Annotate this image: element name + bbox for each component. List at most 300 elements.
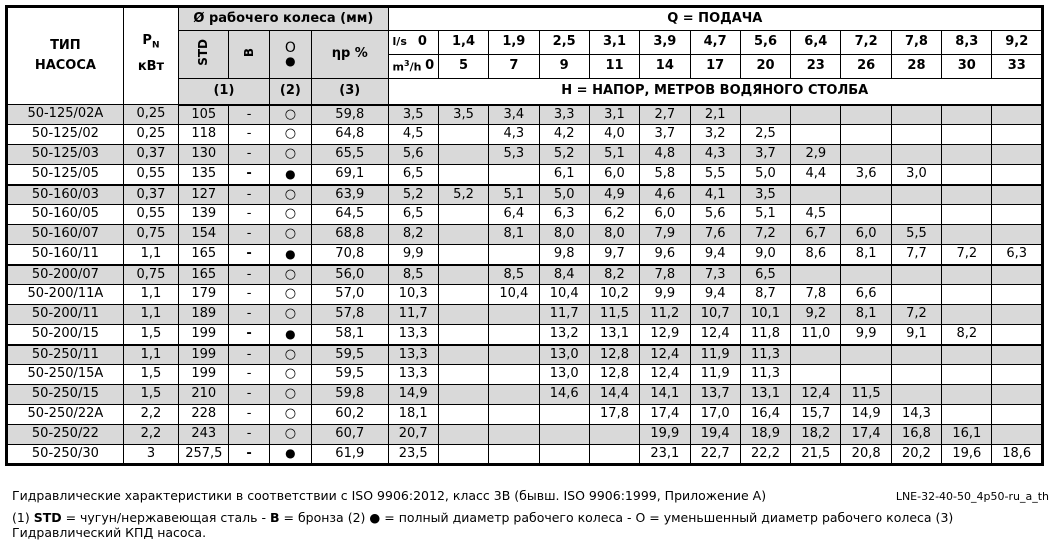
head-value-cell: 19,4: [690, 425, 740, 445]
head-value-cell: [942, 265, 992, 285]
pump-model-cell: 50-250/30: [7, 445, 124, 465]
std-diameter-cell: 139: [179, 205, 229, 225]
datasheet: [5, 5, 1049, 540]
head-value-cell: 3,7: [740, 145, 790, 165]
flow-m3h-value: 28: [891, 55, 941, 79]
head-value-cell: [942, 305, 992, 325]
head-value-cell: 10,3: [388, 285, 438, 305]
flow-ls-value: 9,2: [992, 31, 1043, 55]
legend-segment: = чугун/нержавеющая сталь -: [61, 510, 270, 525]
head-value-cell: [791, 365, 841, 385]
head-value-cell: [791, 265, 841, 285]
head-value-cell: 4,6: [640, 185, 690, 205]
ls-unit-label: l/s: [392, 35, 407, 49]
head-value-cell: 5,5: [690, 165, 740, 185]
head-value-cell: 14,9: [841, 405, 891, 425]
head-value-cell: 4,8: [640, 145, 690, 165]
std-diameter-cell: 127: [179, 185, 229, 205]
efficiency-cell: 64,5: [312, 205, 389, 225]
head-value-cell: 7,8: [791, 285, 841, 305]
head-value-cell: 9,9: [640, 285, 690, 305]
head-value-cell: 5,0: [539, 185, 589, 205]
flow-m3h-value: 33: [992, 55, 1043, 79]
head-value-cell: 10,2: [589, 285, 639, 305]
head-value-cell: [791, 105, 841, 125]
std-diameter-cell: 243: [179, 425, 229, 445]
table-row: [7, 165, 1043, 185]
head-value-cell: [992, 205, 1043, 225]
footer: [12, 488, 1049, 540]
head-value-cell: 23,1: [640, 445, 690, 465]
efficiency-cell: 68,8: [312, 225, 389, 245]
pump-type-header-line1: ТИП: [50, 37, 81, 53]
legend-segment: В: [270, 510, 280, 525]
head-value-cell: [942, 225, 992, 245]
head-value-cell: 9,9: [841, 325, 891, 345]
head-value-cell: 14,9: [388, 385, 438, 405]
head-value-cell: 13,2: [539, 325, 589, 345]
full-diameter-icon: ●: [269, 445, 311, 465]
pump-model-cell: 50-250/11: [7, 345, 124, 365]
head-value-cell: [489, 425, 539, 445]
head-value-cell: [489, 165, 539, 185]
head-value-cell: [841, 265, 891, 285]
legend-note: [12, 510, 1049, 540]
head-value-cell: 9,8: [539, 245, 589, 265]
head-value-cell: 10,4: [539, 285, 589, 305]
head-value-cell: 3,3: [539, 105, 589, 125]
flow-ls-value: 1,9: [489, 31, 539, 55]
flow-m3h-value: [388, 55, 438, 79]
table-row: [7, 105, 1043, 125]
head-value-cell: [841, 125, 891, 145]
head-value-cell: [438, 205, 488, 225]
head-value-cell: 8,1: [841, 305, 891, 325]
head-value-cell: 12,4: [640, 365, 690, 385]
head-value-cell: 20,8: [841, 445, 891, 465]
head-value-cell: 13,3: [388, 365, 438, 385]
std-diameter-cell: 199: [179, 345, 229, 365]
efficiency-cell: 63,9: [312, 185, 389, 205]
pump-type-header: [7, 7, 124, 105]
full-diameter-icon: ●: [285, 54, 296, 68]
flow-ls-value: 3,9: [640, 31, 690, 55]
flow-m3h-value: 23: [791, 55, 841, 79]
flow-ls-value: 0: [417, 34, 427, 50]
head-value-cell: [992, 125, 1043, 145]
flow-ls-unit-cell: [389, 35, 438, 49]
head-value-cell: 6,2: [589, 205, 639, 225]
rated-power-cell: 0,37: [123, 145, 178, 165]
flow-m3h-value: 9: [539, 55, 589, 79]
flow-ls-value: 4,7: [690, 31, 740, 55]
head-value-cell: 5,2: [438, 185, 488, 205]
rated-power-cell: 1,5: [123, 385, 178, 405]
head-value-cell: 23,5: [388, 445, 438, 465]
flow-m3h-unit-cell: [389, 59, 438, 73]
head-value-cell: 6,3: [992, 245, 1043, 265]
head-value-cell: [992, 105, 1043, 125]
flow-m3h-value: 0: [425, 58, 435, 74]
reduced-diameter-icon: ○: [269, 205, 311, 225]
pump-model-cell: 50-160/05: [7, 205, 124, 225]
rated-power-cell: 0,55: [123, 165, 178, 185]
rated-power-cell: 1,1: [123, 305, 178, 325]
head-value-cell: 5,1: [589, 145, 639, 165]
head-value-cell: 12,4: [791, 385, 841, 405]
rated-power-header: [123, 7, 178, 105]
head-value-cell: [841, 345, 891, 365]
bronze-cell: -: [229, 105, 269, 125]
efficiency-cell: 57,0: [312, 285, 389, 305]
rated-power-cell: 2,2: [123, 425, 178, 445]
head-value-cell: 8,7: [740, 285, 790, 305]
head-value-cell: [539, 405, 589, 425]
rated-power-cell: 0,25: [123, 105, 178, 125]
head-value-cell: 13,3: [388, 345, 438, 365]
head-value-cell: [942, 165, 992, 185]
head-value-cell: [438, 325, 488, 345]
efficiency-cell: 59,8: [312, 105, 389, 125]
head-value-cell: 7,3: [690, 265, 740, 285]
head-value-cell: 11,2: [640, 305, 690, 325]
std-diameter-cell: 257,5: [179, 445, 229, 465]
rated-power-cell: 3: [123, 445, 178, 465]
head-value-cell: [438, 145, 488, 165]
pump-model-cell: 50-200/11: [7, 305, 124, 325]
reduced-diameter-icon: ○: [269, 365, 311, 385]
head-value-cell: [489, 405, 539, 425]
reduced-diameter-icon: ○: [269, 345, 311, 365]
flow-m3h-value: 17: [690, 55, 740, 79]
head-value-cell: 18,6: [992, 445, 1043, 465]
head-value-cell: 7,8: [640, 265, 690, 285]
std-diameter-cell: 105: [179, 105, 229, 125]
head-value-cell: 12,4: [690, 325, 740, 345]
head-value-cell: 9,0: [740, 245, 790, 265]
reduced-diameter-icon: ○: [269, 405, 311, 425]
flow-ls-value: 7,2: [841, 31, 891, 55]
pump-model-cell: 50-125/02A: [7, 105, 124, 125]
std-diameter-cell: 154: [179, 225, 229, 245]
table-row: [7, 305, 1043, 325]
head-value-cell: 8,2: [942, 325, 992, 345]
bronze-cell: -: [229, 265, 269, 285]
std-diameter-cell: 165: [179, 265, 229, 285]
head-value-cell: 11,3: [740, 345, 790, 365]
flow-ls-value: 3,1: [589, 31, 639, 55]
head-value-cell: 14,6: [539, 385, 589, 405]
head-value-cell: [942, 345, 992, 365]
head-value-cell: [992, 145, 1043, 165]
efficiency-header: ηp %: [312, 31, 389, 79]
head-value-cell: 5,1: [489, 185, 539, 205]
flow-m3h-value: 20: [740, 55, 790, 79]
table-row: [7, 185, 1043, 205]
head-value-cell: 9,1: [891, 325, 941, 345]
head-value-cell: 12,9: [640, 325, 690, 345]
head-title: Н = НАПОР, МЕТРОВ ВОДЯНОГО СТОЛБА: [388, 79, 1042, 105]
footnote-ref-3: (3): [312, 79, 389, 105]
bronze-cell: -: [229, 425, 269, 445]
bronze-cell: -: [229, 205, 269, 225]
reduced-diameter-icon: ○: [269, 185, 311, 205]
head-value-cell: [891, 145, 941, 165]
head-value-cell: [438, 365, 488, 385]
table-row: [7, 125, 1043, 145]
head-value-cell: [891, 265, 941, 285]
head-value-cell: 7,6: [690, 225, 740, 245]
head-value-cell: [539, 425, 589, 445]
flow-m3h-value: 5: [438, 55, 488, 79]
head-value-cell: 7,9: [640, 225, 690, 245]
head-value-cell: [489, 305, 539, 325]
head-value-cell: [791, 185, 841, 205]
head-value-cell: [891, 385, 941, 405]
table-header: [7, 7, 1043, 105]
head-value-cell: 9,7: [589, 245, 639, 265]
reduced-diameter-icon: О: [284, 40, 296, 56]
head-value-cell: 20,2: [891, 445, 941, 465]
head-value-cell: [891, 365, 941, 385]
head-value-cell: 5,2: [539, 145, 589, 165]
legend-segment: STD: [33, 510, 62, 525]
full-diameter-icon: ●: [269, 245, 311, 265]
pump-model-cell: 50-200/11A: [7, 285, 124, 305]
head-value-cell: [942, 205, 992, 225]
head-value-cell: 8,1: [489, 225, 539, 245]
table-row: [7, 145, 1043, 165]
head-value-cell: 20,7: [388, 425, 438, 445]
reduced-diameter-icon: ○: [269, 145, 311, 165]
std-diameter-cell: 228: [179, 405, 229, 425]
head-value-cell: [891, 285, 941, 305]
head-value-cell: 11,9: [690, 345, 740, 365]
head-value-cell: [992, 345, 1043, 365]
head-value-cell: 10,1: [740, 305, 790, 325]
head-value-cell: 15,7: [791, 405, 841, 425]
head-value-cell: [942, 185, 992, 205]
flow-m3h-value: 7: [489, 55, 539, 79]
head-value-cell: [942, 125, 992, 145]
pump-model-cell: 50-250/22A: [7, 405, 124, 425]
bronze-cell: -: [229, 165, 269, 185]
table-row: [7, 285, 1043, 305]
head-value-cell: [489, 325, 539, 345]
head-value-cell: 6,1: [539, 165, 589, 185]
head-value-cell: 3,2: [690, 125, 740, 145]
head-value-cell: 4,5: [388, 125, 438, 145]
footnote-ref-1: (1): [179, 79, 270, 105]
reduced-diameter-icon: ○: [269, 305, 311, 325]
head-value-cell: [841, 105, 891, 125]
head-value-cell: 19,6: [942, 445, 992, 465]
table-row: [7, 325, 1043, 345]
head-value-cell: 9,6: [640, 245, 690, 265]
rated-power-cell: 0,37: [123, 185, 178, 205]
head-value-cell: [992, 265, 1043, 285]
reduced-diameter-icon: ○: [269, 225, 311, 245]
head-value-cell: 3,5: [740, 185, 790, 205]
head-value-cell: [438, 425, 488, 445]
flow-title: Q = ПОДАЧА: [388, 7, 1042, 31]
head-value-cell: 16,8: [891, 425, 941, 445]
head-value-cell: 14,4: [589, 385, 639, 405]
head-value-cell: 6,0: [640, 205, 690, 225]
head-value-cell: 6,5: [388, 205, 438, 225]
head-value-cell: 13,7: [690, 385, 740, 405]
head-value-cell: [438, 345, 488, 365]
head-value-cell: 11,9: [690, 365, 740, 385]
std-diameter-cell: 165: [179, 245, 229, 265]
head-value-cell: 12,4: [640, 345, 690, 365]
head-value-cell: 5,0: [740, 165, 790, 185]
flow-m3h-value: 26: [841, 55, 891, 79]
pump-performance-table: [5, 5, 1044, 466]
bronze-cell: -: [229, 145, 269, 165]
document-code: LNE-32-40-50_4p50-ru_a_th: [895, 490, 1049, 503]
head-value-cell: 3,5: [438, 105, 488, 125]
head-value-cell: 12,8: [589, 365, 639, 385]
head-value-cell: [438, 405, 488, 425]
head-value-cell: 4,3: [690, 145, 740, 165]
head-value-cell: 11,0: [791, 325, 841, 345]
head-value-cell: 6,0: [589, 165, 639, 185]
head-value-cell: 16,1: [942, 425, 992, 445]
head-value-cell: [841, 145, 891, 165]
head-value-cell: 13,1: [589, 325, 639, 345]
efficiency-cell: 70,8: [312, 245, 389, 265]
head-value-cell: [992, 385, 1043, 405]
head-value-cell: 6,4: [489, 205, 539, 225]
head-value-cell: 5,1: [740, 205, 790, 225]
flow-m3h-value: 30: [942, 55, 992, 79]
head-value-cell: 8,4: [539, 265, 589, 285]
efficiency-cell: 56,0: [312, 265, 389, 285]
footnote-ref-2: (2): [269, 79, 311, 105]
head-value-cell: 5,6: [388, 145, 438, 165]
std-diameter-cell: 130: [179, 145, 229, 165]
rated-power-cell: 1,5: [123, 325, 178, 345]
full-diameter-icon: ●: [269, 165, 311, 185]
head-value-cell: 18,2: [791, 425, 841, 445]
rated-power-cell: 1,1: [123, 245, 178, 265]
head-value-cell: 17,4: [841, 425, 891, 445]
head-value-cell: 8,2: [388, 225, 438, 245]
head-value-cell: 21,5: [791, 445, 841, 465]
head-value-cell: [539, 445, 589, 465]
head-value-cell: [992, 365, 1043, 385]
head-value-cell: 11,5: [841, 385, 891, 405]
head-value-cell: 4,5: [791, 205, 841, 225]
table-body: [7, 105, 1043, 465]
head-value-cell: 10,4: [489, 285, 539, 305]
head-value-cell: [438, 245, 488, 265]
head-value-cell: 11,7: [388, 305, 438, 325]
efficiency-cell: 59,5: [312, 345, 389, 365]
head-value-cell: [891, 185, 941, 205]
head-value-cell: [942, 145, 992, 165]
head-value-cell: 5,6: [690, 205, 740, 225]
head-value-cell: [791, 125, 841, 145]
head-value-cell: 4,1: [690, 185, 740, 205]
flow-ls-value: 5,6: [740, 31, 790, 55]
head-value-cell: [891, 125, 941, 145]
pump-model-cell: 50-200/15: [7, 325, 124, 345]
table-row: [7, 385, 1043, 405]
bronze-cell: -: [229, 125, 269, 145]
flow-ls-value: 7,8: [891, 31, 941, 55]
head-value-cell: 4,3: [489, 125, 539, 145]
rated-power-cell: 1,1: [123, 285, 178, 305]
head-value-cell: [891, 105, 941, 125]
table-row: [7, 345, 1043, 365]
head-value-cell: 22,7: [690, 445, 740, 465]
head-value-cell: 3,1: [589, 105, 639, 125]
flow-ls-value: 6,4: [791, 31, 841, 55]
head-value-cell: [841, 365, 891, 385]
rated-power-cell: 1,1: [123, 345, 178, 365]
head-value-cell: [992, 285, 1043, 305]
head-value-cell: [489, 385, 539, 405]
efficiency-cell: 59,8: [312, 385, 389, 405]
legend-segment: = бронза (2) ● = полный диаметр рабочего колеса - О = уменьшенный диаметр рабочего колеса (3) Гидравлический КПД насоса.: [12, 510, 954, 540]
head-value-cell: 8,0: [539, 225, 589, 245]
bronze-cell: -: [229, 225, 269, 245]
head-value-cell: [891, 205, 941, 225]
rated-power-cell: 0,25: [123, 125, 178, 145]
std-diameter-cell: 189: [179, 305, 229, 325]
reduced-diameter-icon: ○: [269, 385, 311, 405]
bronze-column-header: В: [229, 31, 269, 79]
std-column-header: STD: [179, 31, 229, 79]
efficiency-cell: 69,1: [312, 165, 389, 185]
head-value-cell: [438, 305, 488, 325]
bronze-cell: -: [229, 305, 269, 325]
head-value-cell: 18,9: [740, 425, 790, 445]
pump-model-cell: 50-125/02: [7, 125, 124, 145]
head-value-cell: 6,5: [740, 265, 790, 285]
head-value-cell: 13,0: [539, 365, 589, 385]
table-row: [7, 365, 1043, 385]
flow-ls-value: 1,4: [438, 31, 488, 55]
bronze-cell: -: [229, 345, 269, 365]
pn-symbol: $P_N$: [142, 32, 160, 51]
head-value-cell: 8,1: [841, 245, 891, 265]
head-value-cell: 6,5: [388, 165, 438, 185]
head-value-cell: 11,3: [740, 365, 790, 385]
head-value-cell: [942, 285, 992, 305]
pump-model-cell: 50-250/15A: [7, 365, 124, 385]
head-value-cell: [589, 425, 639, 445]
efficiency-cell: 60,2: [312, 405, 389, 425]
head-value-cell: [589, 445, 639, 465]
head-value-cell: 7,7: [891, 245, 941, 265]
head-value-cell: 4,9: [589, 185, 639, 205]
head-value-cell: [942, 105, 992, 125]
rated-power-cell: 0,75: [123, 225, 178, 245]
bronze-cell: -: [229, 185, 269, 205]
head-value-cell: 9,4: [690, 285, 740, 305]
flow-ls-value: [388, 31, 438, 55]
head-value-cell: 2,1: [690, 105, 740, 125]
head-value-cell: 17,8: [589, 405, 639, 425]
std-diameter-cell: 135: [179, 165, 229, 185]
head-value-cell: 9,2: [791, 305, 841, 325]
head-value-cell: 3,5: [388, 105, 438, 125]
head-value-cell: 6,7: [791, 225, 841, 245]
rated-power-cell: 2,2: [123, 405, 178, 425]
